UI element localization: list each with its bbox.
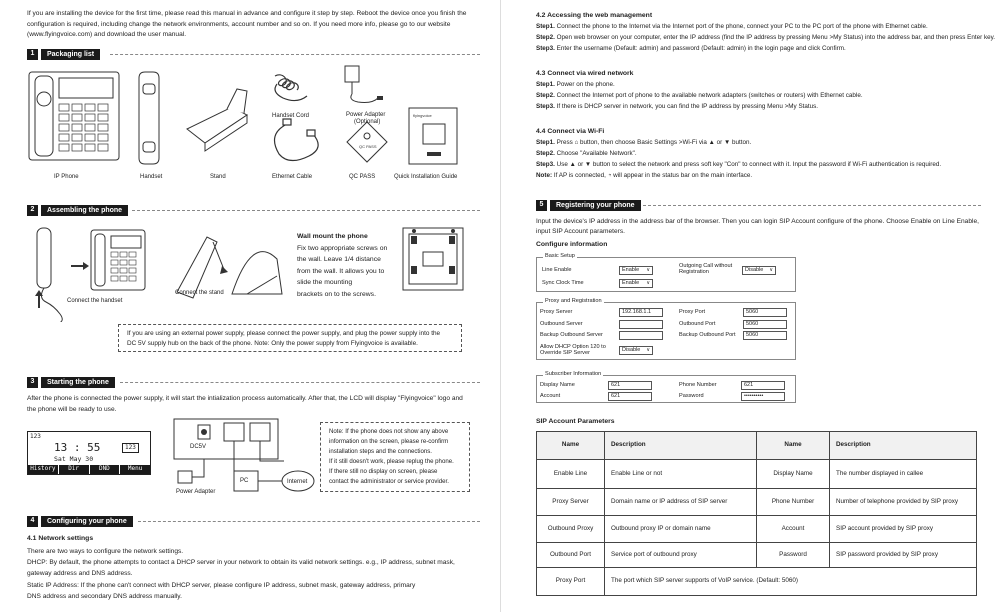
- header-description: Description: [830, 432, 977, 460]
- phone-number-label: Phone Number: [679, 382, 717, 388]
- section-divider: [643, 205, 981, 206]
- softkey-menu[interactable]: Menu: [127, 465, 143, 472]
- wifi-note: Note: If AP is connected, ◔ will appear in the status bar on the main interface.: [536, 172, 753, 179]
- proxy-server-input[interactable]: 192.168.1.1: [619, 308, 663, 317]
- web-management-heading: 4.2 Accessing the web management: [536, 12, 653, 19]
- label-handset-cord: Handset Cord: [272, 113, 310, 119]
- allow-dhcp-label: Allow DHCP Option 120 to: [540, 344, 606, 350]
- right-column: [500, 0, 1000, 612]
- password-input[interactable]: ••••••••••: [741, 392, 785, 401]
- section-number: 5: [536, 200, 547, 211]
- label-ethernet-cable: Ethernet Cable: [272, 174, 313, 180]
- header-name: Name: [537, 432, 605, 460]
- label-power-adapter: Power Adapter: [346, 112, 386, 118]
- register-intro: Input the device's IP address in the address bar of the browser. Then you can login SIP Account configure of the phone. Choose Enable on Line Enable, input SIP Account parameters.: [536, 218, 979, 235]
- line-enable-label: Line Enable: [542, 267, 572, 273]
- label-qc-pass: QC PASS: [349, 174, 376, 180]
- lcd-date: Sat May 30: [54, 455, 94, 463]
- configure-info-title: Configure information: [536, 241, 608, 248]
- proxy-port-input[interactable]: 5060: [743, 308, 787, 317]
- table-header-row: [537, 432, 977, 460]
- section-title: Starting the phone: [41, 377, 115, 388]
- section-registering-header: [536, 199, 641, 211]
- label-ip-phone: IP Phone: [54, 174, 79, 180]
- outbound-port-label: Outbound Port: [679, 321, 716, 327]
- quick-guide-illustration: [409, 108, 457, 164]
- display-name-label: Display Name: [540, 382, 575, 388]
- wifi-step-3: Step3. Use ▲ or ▼ button to select the network and press soft key "Con" to connect with it. Input the password if Wi-Fi authentication is required.: [536, 161, 942, 168]
- wifi-step-1: Step1. Press ⌂ button, then choose Basic Settings >Wi-Fi via ▲ or ▼ button.: [536, 139, 752, 146]
- section-number: 4: [27, 516, 38, 527]
- override-sip-label: Override SIP Server: [540, 350, 590, 356]
- wired-network-heading: 4.3 Connect via wired network: [536, 70, 634, 77]
- section-number: 2: [27, 205, 38, 216]
- troubleshoot-note: Note: If the phone does not show any above information on the screen, please re-confirm installation steps and the connections. If it still doesn't work, please replug the phone. If there still no display on screen, please contact the administrator or service provider.: [320, 422, 470, 492]
- ip-phone-illustration: [29, 72, 119, 160]
- intro-text: If you are installing the device for the first time, please read this manual in advance and configure it step by step. Reboot the device once you finish the configuration is required, including change the network environments, account number and so on. If you need more info, please go to our website (www.flyingvoice.com) and download the user manual.: [27, 10, 467, 39]
- label-connect-stand: Connect the stand: [175, 290, 224, 296]
- line-enable-select[interactable]: Enable ∨: [619, 266, 653, 275]
- section-number: 3: [27, 377, 38, 388]
- qc-pass-illustration: [347, 122, 387, 162]
- web-step-2: Step2. Open web browser on your computer, enter the IP address (find the IP address by pressing Menu >My Status) into the address bar, and then press Enter key.: [536, 34, 996, 41]
- outbound-server-input[interactable]: [619, 320, 663, 329]
- header-name: Name: [757, 432, 830, 460]
- softkey-dnd[interactable]: DND: [90, 465, 121, 474]
- basic-setup-legend: Basic Setup: [545, 253, 575, 259]
- web-step-1: Step1. Connect the phone to the Internet via the Internet port of the phone, connect your PC to the PC port of the phone with Ethernet cable.: [536, 23, 928, 30]
- label-quick-guide: Quick Installation Guide: [394, 174, 458, 180]
- svg-text:flyingvoice: flyingvoice: [413, 113, 432, 118]
- section-number: 1: [27, 49, 38, 60]
- section-divider: [138, 521, 480, 522]
- connect-handset-illustration: [35, 228, 145, 322]
- packaging-illustrations: [27, 64, 487, 184]
- network-settings-text: There are two ways to configure the network settings. DHCP: By default, the phone attempts to contact a DHCP server in your network to obtain its valid network settings. e.g., IP address, subnet mask, gateway address and DNS address. Static IP Address: If the phone can't connect with DHCP server, please configure IP address, subnet mask, gateway address, primary DNS address and secondary DNS address manually.: [27, 548, 455, 600]
- proxy-registration-legend: Proxy and Registration: [545, 298, 602, 304]
- backup-outbound-label: Backup Outbound Server: [540, 332, 603, 338]
- sync-clock-label: Sync Clock Time: [542, 280, 584, 286]
- proxy-port-label: Proxy Port: [679, 309, 706, 315]
- wired-step-2: Step2. Connect the Internet port of phone to the available network adapters (switches or routers) with Ethernet cable.: [536, 92, 863, 99]
- softkey-history[interactable]: History: [28, 465, 59, 474]
- table-row: Proxy Server Domain name or IP address of SIP server Phone Number Number of telephone provided by SIP proxy: [537, 489, 977, 516]
- registration-label: Registration: [679, 269, 709, 275]
- sync-clock-select[interactable]: Enable ∨: [619, 279, 653, 288]
- web-step-3: Step3. Enter the username (Default: admin) and password (Default: admin) in the login page and click Confirm.: [536, 45, 846, 52]
- lcd-time: 13 : 55: [54, 441, 101, 454]
- table-row: Proxy Port The port which SIP server supports of VoIP service. (Default: 5060): [537, 568, 977, 596]
- section-packaging-header: [27, 48, 100, 60]
- password-label: Password: [679, 393, 704, 399]
- label-handset: Handset: [140, 174, 163, 180]
- basic-setup-fieldset: [536, 253, 796, 292]
- lcd-softkeys: [28, 465, 150, 474]
- outbound-port-input[interactable]: 5060: [743, 320, 787, 329]
- table-row: Outbound Port Service port of outbound proxy Password SIP password provided by SIP proxy: [537, 543, 977, 568]
- outgoing-call-label: Outgoing Call without: [679, 263, 733, 269]
- wall-mount-title: Wall mount the phone: [297, 233, 368, 240]
- sip-params-table: [536, 431, 977, 596]
- section-title: Registering your phone: [550, 200, 641, 211]
- outgoing-call-select[interactable]: Disable ∨: [742, 266, 776, 275]
- account-input[interactable]: 621: [608, 392, 652, 401]
- label-internet: Internet: [287, 479, 308, 485]
- section-title: Configuring your phone: [41, 516, 133, 527]
- section-divider: [132, 210, 480, 211]
- handset-illustration: [139, 72, 159, 164]
- display-name-input[interactable]: 621: [608, 381, 652, 390]
- power-supply-note: If you are using an external power supply, please connect the power supply, and plug the power supply into the DC 5V supply hub on the back of the phone. Note: Only the power supply from Flyingvoice is available.: [118, 324, 462, 352]
- backup-port-input[interactable]: 5060: [743, 331, 787, 340]
- wall-mount-illustration: [403, 228, 463, 290]
- starting-text: After the phone is connected the power supply, it will start the intialization process automatically. After that, the LCD will display "Flyingvoice" logo and the phone will be ready to use.: [27, 395, 463, 413]
- label-stand: Stand: [210, 174, 226, 180]
- subscriber-legend: Subscriber Information: [545, 371, 602, 377]
- proxy-server-label: Proxy Server: [540, 309, 573, 315]
- lcd-account-box: 123: [122, 443, 139, 453]
- label-pc: PC: [240, 478, 249, 484]
- lcd-line-number: 123: [30, 433, 41, 440]
- sip-account-params-title: SIP Account Parameters: [536, 418, 615, 425]
- stand-illustration: [187, 89, 247, 151]
- handset-cord-illustration: [275, 75, 307, 101]
- wall-mount-text: Wall mount the phone Fix two appropriate screws on the wall. Leave 1/4 distance from the wall. It allows you to slide the mounting brackets on to the screws.: [297, 233, 388, 298]
- header-description: Description: [605, 432, 757, 460]
- section-divider: [120, 382, 480, 383]
- allow-dhcp-select[interactable]: Disable ∨: [619, 346, 653, 355]
- section-title: Packaging list: [41, 49, 100, 60]
- network-settings-heading: 4.1 Network settings: [27, 535, 94, 542]
- table-row: Outbound Proxy Outbound proxy IP or domain name Account SIP account provided by SIP proxy: [537, 516, 977, 543]
- lcd-screen: [27, 431, 151, 475]
- account-label: Account: [540, 393, 561, 399]
- assembly-illustrations: [27, 222, 487, 322]
- table-row: Enable Line Enable Line or not Display Name The number displayed in callee: [537, 460, 977, 489]
- ethernet-cable-illustration: [275, 119, 319, 161]
- wired-step-1: Step1. Power on the phone.: [536, 81, 615, 88]
- section-assembling-header: [27, 204, 128, 216]
- subscriber-fieldset: [536, 371, 796, 403]
- label-optional: (Optional): [354, 119, 381, 125]
- qc-card-text: QC PASS: [359, 144, 377, 149]
- power-adapter-illustration: [345, 66, 383, 103]
- phone-number-input[interactable]: 621: [741, 381, 785, 390]
- label-dc5v: DC5V: [190, 444, 207, 450]
- section-starting-header: [27, 376, 115, 388]
- section-divider: [110, 54, 480, 55]
- outbound-server-label: Outbound Server: [540, 321, 583, 327]
- wired-step-3: Step3. If there is DHCP server in network, you can find the IP address by pressing Menu >My Status.: [536, 103, 819, 110]
- section-title: Assembling the phone: [41, 205, 128, 216]
- section-configuring-header: [27, 515, 133, 527]
- label-power-adapter-conn: Power Adapter: [176, 489, 216, 495]
- wifi-heading: 4.4 Connect via Wi-Fi: [536, 128, 605, 135]
- label-connect-handset: Connect the handset: [67, 298, 123, 304]
- backup-port-label: Backup Outbound Port: [679, 332, 736, 338]
- wifi-step-2: Step2. Choose "Available Network".: [536, 150, 637, 157]
- softkey-dir[interactable]: Dir: [59, 465, 90, 474]
- proxy-registration-fieldset: [536, 298, 796, 360]
- backup-outbound-input[interactable]: [619, 331, 663, 340]
